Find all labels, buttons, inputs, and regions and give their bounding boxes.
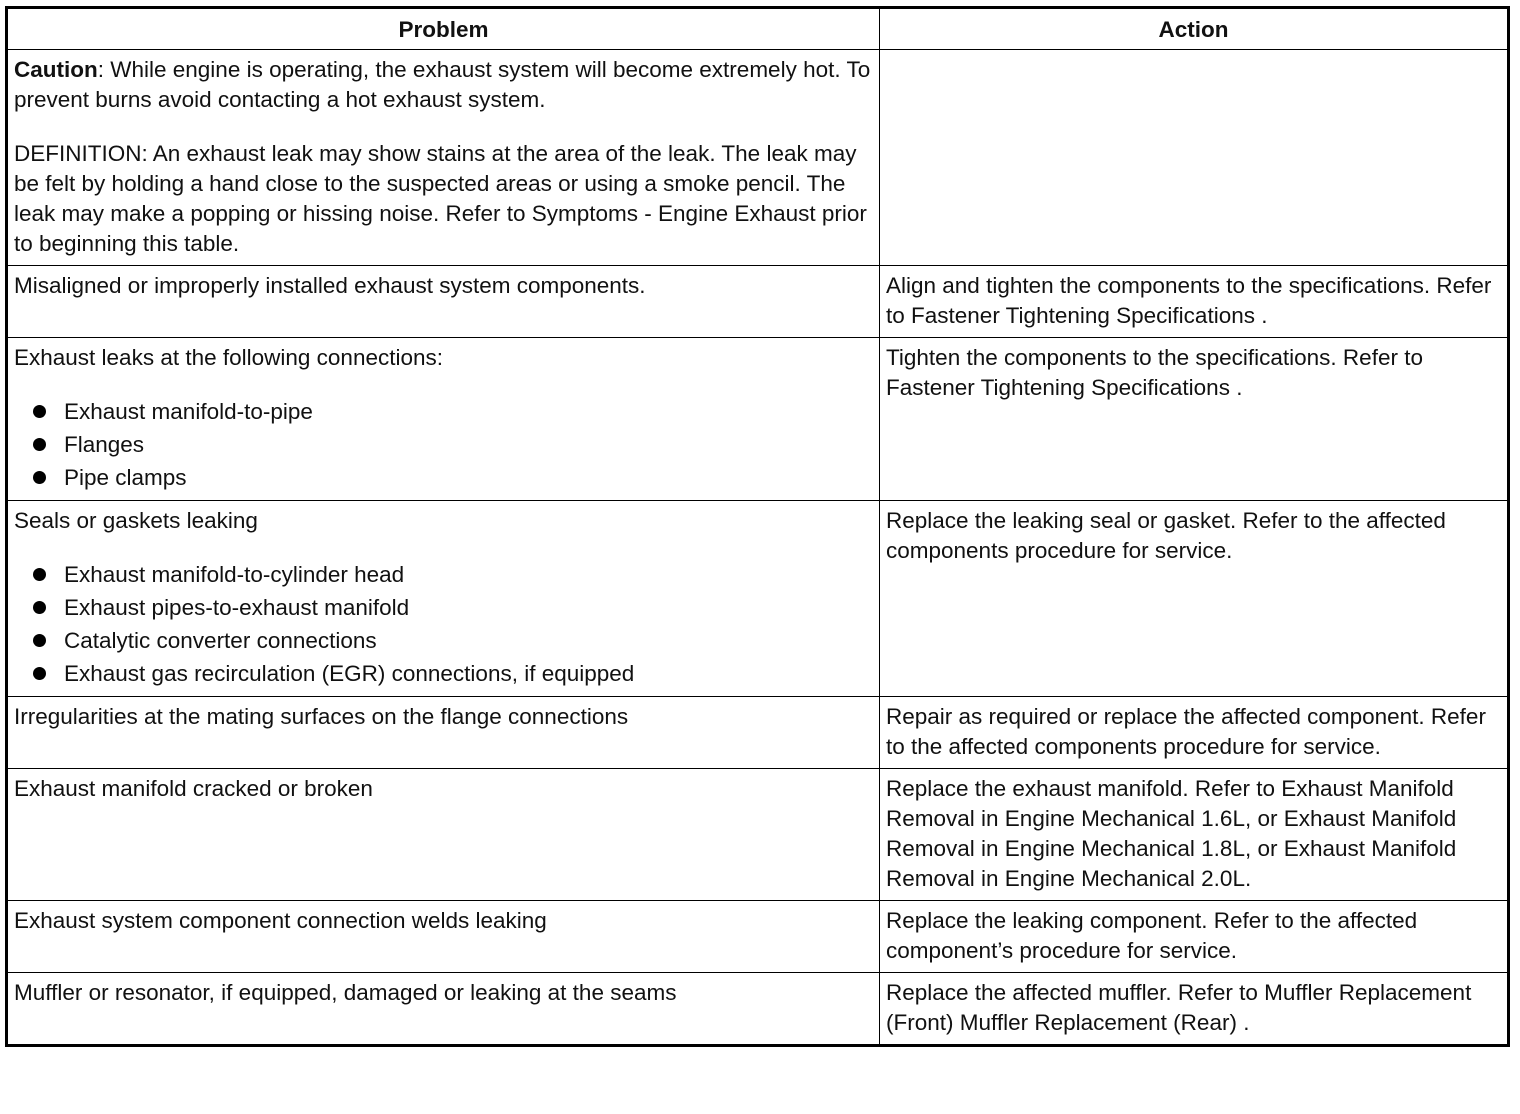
diagnostic-table xyxy=(5,6,1510,1047)
bullet-icon xyxy=(33,471,46,484)
list-item xyxy=(14,591,873,624)
bullet-list xyxy=(14,395,873,494)
table-row xyxy=(7,266,1509,338)
list-item-text: Exhaust manifold-to-pipe xyxy=(64,399,313,424)
list-item xyxy=(14,428,873,461)
action-cell: Repair as required or replace the affected component. Refer to the affected components procedure for service. xyxy=(880,697,1509,769)
problem-cell: Muffler or resonator, if equipped, damaged or leaking at the seams xyxy=(7,973,880,1046)
problem-column-header: Problem xyxy=(7,8,880,50)
list-item xyxy=(14,624,873,657)
action-cell: Tighten the components to the specifications. Refer to Fastener Tightening Specifications . xyxy=(880,338,1509,501)
problem-cell: Irregularities at the mating surfaces on the flange connections xyxy=(7,697,880,769)
list-item-text: Exhaust manifold-to-cylinder head xyxy=(64,562,405,587)
action-cell: Replace the leaking seal or gasket. Refer to the affected components procedure for service. xyxy=(880,501,1509,697)
table-row xyxy=(7,769,1509,901)
problem-text: Exhaust leaks at the following connections: xyxy=(14,345,444,370)
table-row xyxy=(7,901,1509,973)
problem-text: Seals or gaskets leaking xyxy=(14,508,258,533)
problem-cell xyxy=(7,338,880,501)
caution-label: Caution xyxy=(14,57,98,82)
bullet-icon xyxy=(33,634,46,647)
table-row xyxy=(7,501,1509,697)
intro-cell xyxy=(7,50,880,266)
bullet-icon xyxy=(33,667,46,680)
bullet-list xyxy=(14,558,873,690)
list-item-text: Exhaust gas recirculation (EGR) connections, if equipped xyxy=(64,661,635,686)
list-item-text: Catalytic converter connections xyxy=(64,628,377,653)
problem-cell: Exhaust manifold cracked or broken xyxy=(7,769,880,901)
problem-cell xyxy=(7,501,880,697)
list-item xyxy=(14,657,873,690)
caution-paragraph xyxy=(14,55,873,115)
bullet-icon xyxy=(33,568,46,581)
intro-action-cell xyxy=(880,50,1509,266)
list-item-text: Flanges xyxy=(64,432,145,457)
table-row xyxy=(7,973,1509,1046)
table-row xyxy=(7,338,1509,501)
list-item xyxy=(14,461,873,494)
list-item xyxy=(14,395,873,428)
action-cell: Replace the leaking component. Refer to the affected component’s procedure for service. xyxy=(880,901,1509,973)
list-item-text: Exhaust pipes-to-exhaust manifold xyxy=(64,595,410,620)
problem-cell: Misaligned or improperly installed exhaust system components. xyxy=(7,266,880,338)
intro-row xyxy=(7,50,1509,266)
list-item-text: Pipe clamps xyxy=(64,465,187,490)
bullet-icon xyxy=(33,601,46,614)
problem-cell: Exhaust system component connection welds leaking xyxy=(7,901,880,973)
action-cell: Replace the exhaust manifold. Refer to Exhaust Manifold Removal in Engine Mechanical 1.6L, or Exhaust Manifold Removal in Engine Mechanical 1.8L, or Exhaust Manifold Removal in Engine Mechanical 2.0L. xyxy=(880,769,1509,901)
bullet-icon xyxy=(33,438,46,451)
action-column-header: Action xyxy=(880,8,1509,50)
bullet-icon xyxy=(33,405,46,418)
action-cell: Align and tighten the components to the specifications. Refer to Fastener Tightening Specifications . xyxy=(880,266,1509,338)
table-row xyxy=(7,697,1509,769)
header-row xyxy=(7,8,1509,50)
caution-text: : While engine is operating, the exhaust system will become extremely hot. To prevent burns avoid contacting a hot exhaust system. xyxy=(14,57,871,112)
definition-paragraph: DEFINITION: An exhaust leak may show stains at the area of the leak. The leak may be felt by holding a hand close to the suspected areas or using a smoke pencil. The leak may make a popping or hissing noise. Refer to Symptoms - Engine Exhaust prior to beginning this table. xyxy=(14,141,867,256)
list-item xyxy=(14,558,873,591)
action-cell: Replace the affected muffler. Refer to Muffler Replacement (Front) Muffler Replacement (Rear) . xyxy=(880,973,1509,1046)
